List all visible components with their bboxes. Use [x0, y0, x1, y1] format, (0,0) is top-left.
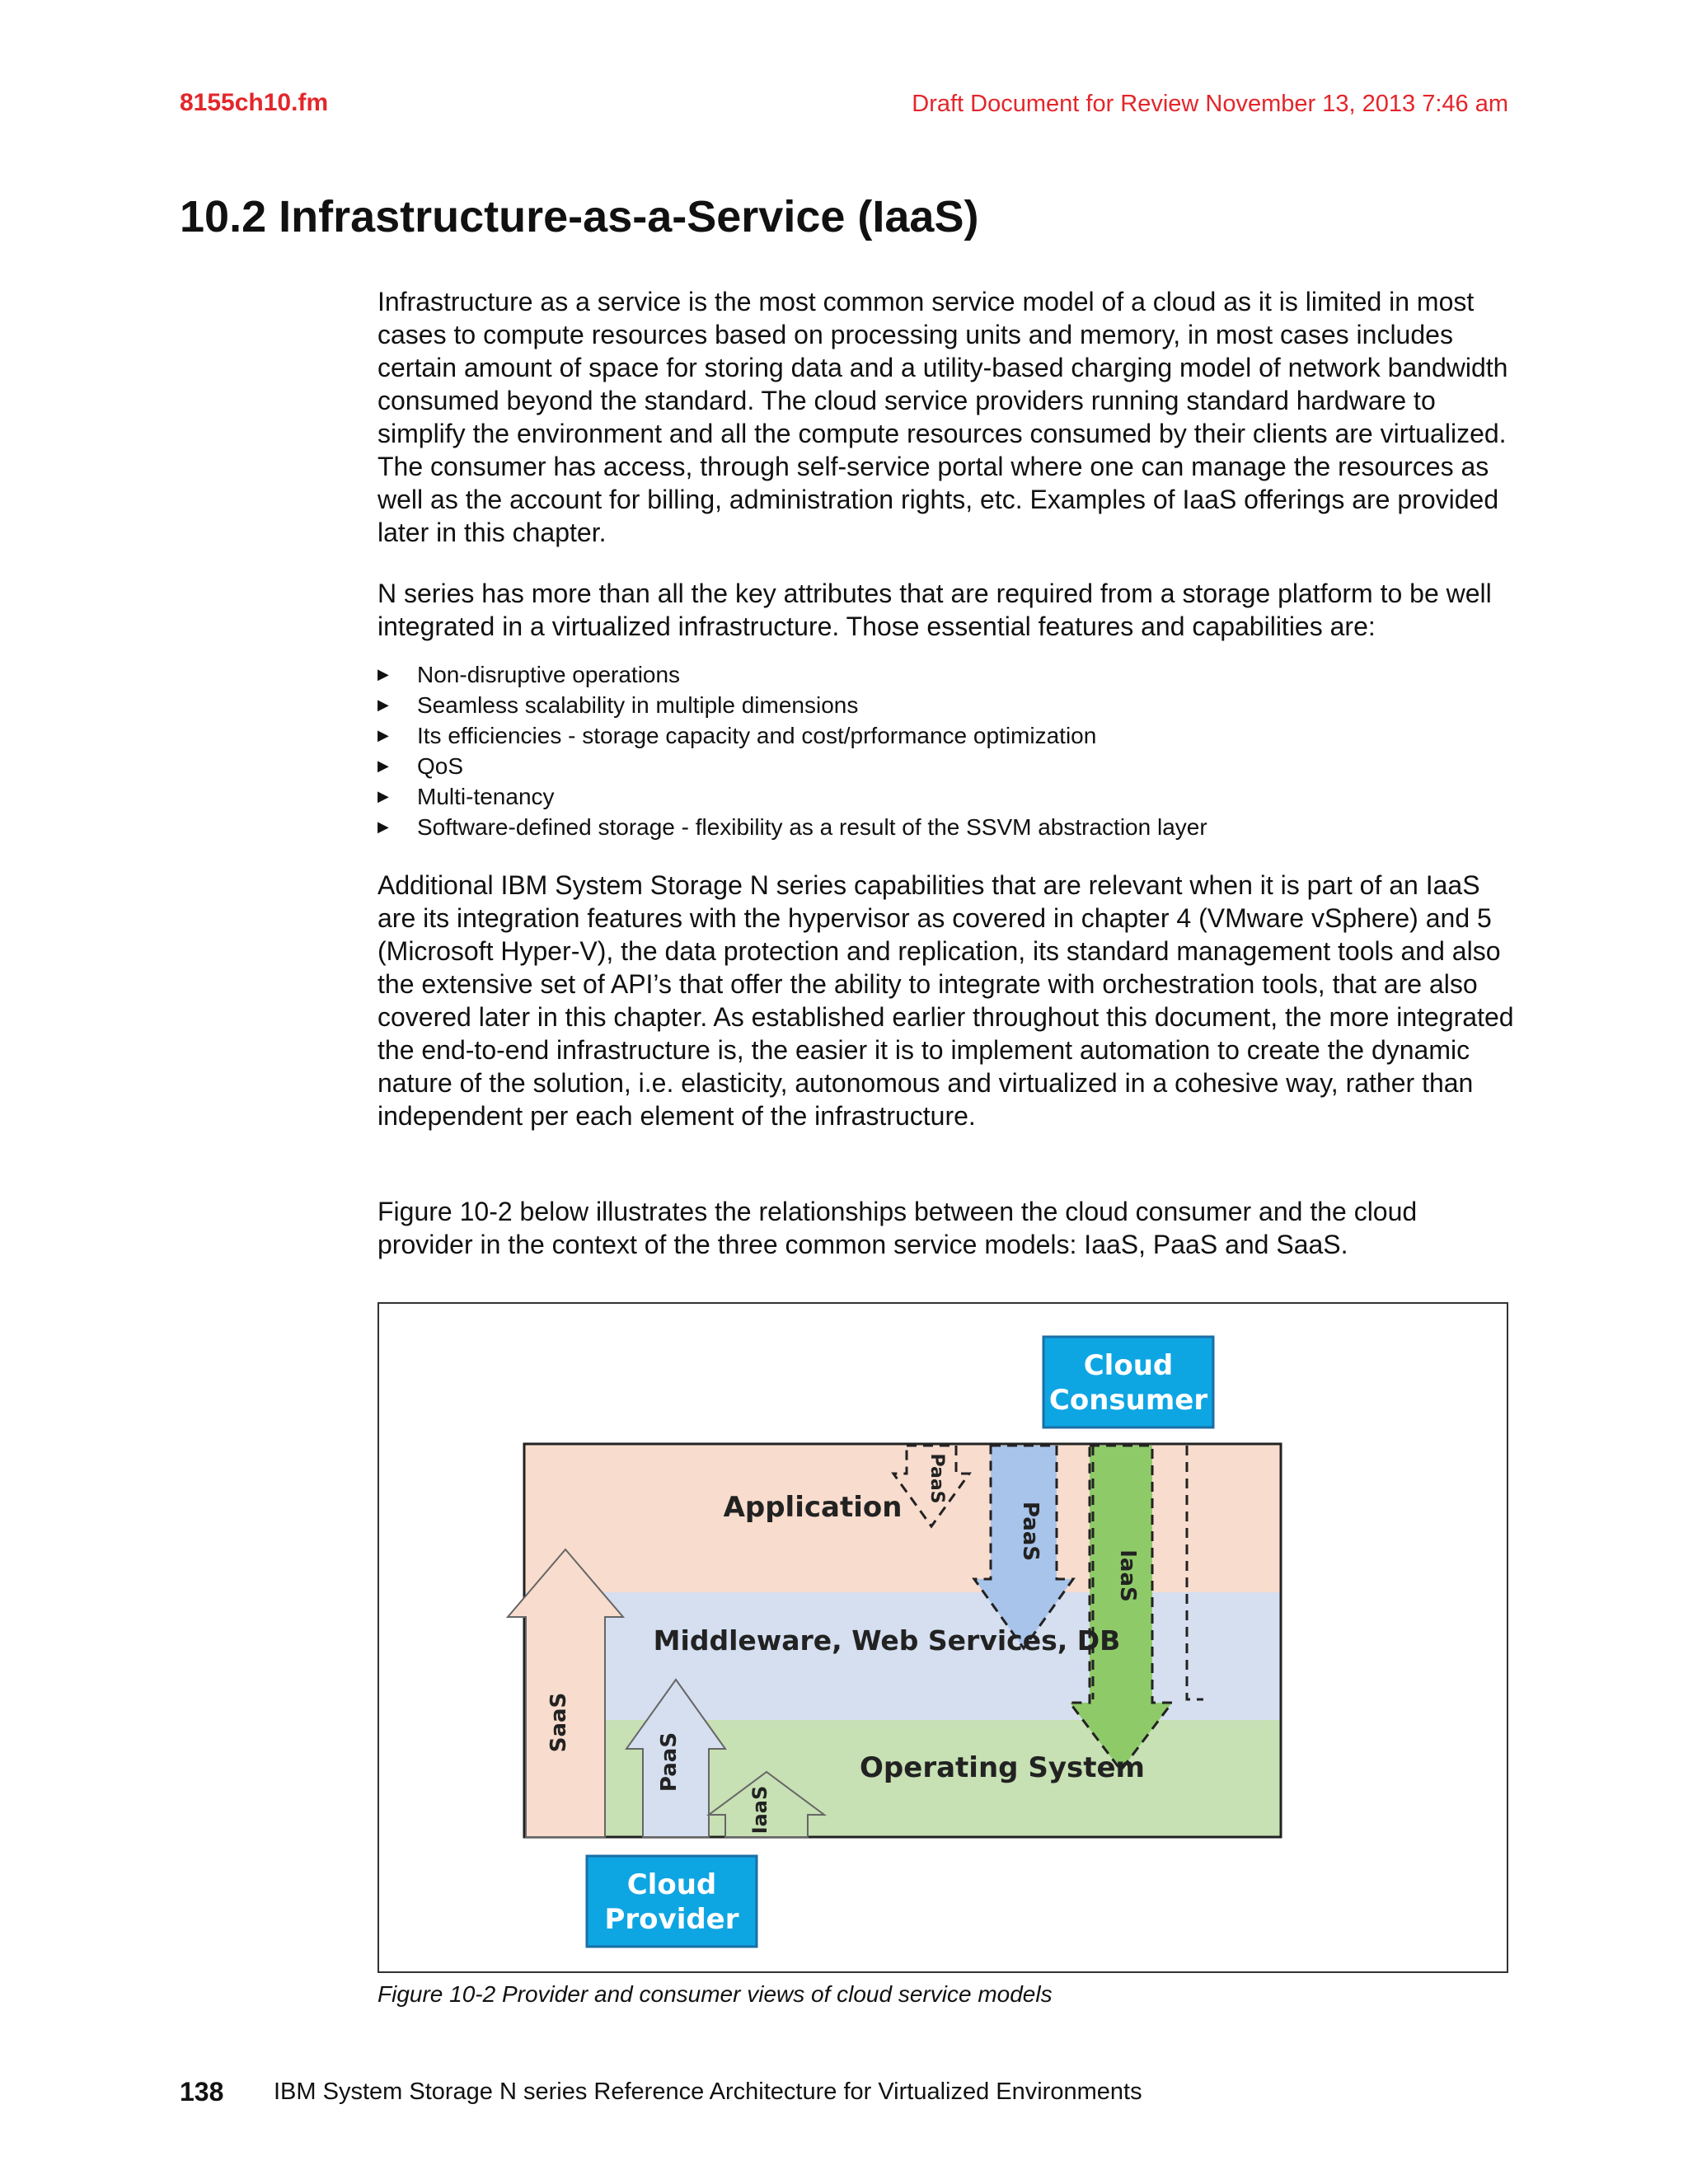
paragraph-additional-capabilities: Additional IBM System Storage N series capabilities that are relevant when it is part of an IaaS are its integration features with the hypervisor as covered in chapter 4 (VMware vSphere) and 5 (Microsoft Hyper-V), the data protection and replication, its standard management tools and also the extensive set of API’s that offer the ability to integrate with orchestration tools, that are also covered later in this chapter. As established earlier throughout this document, the more integrated the end-to-end infrastructure is, the easier it is to implement automation to create the dynamic nature of the solution, i.e. elasticity, autonomous and virtualized in a cohesive way, rather than independent per each element of the infrastructure. — [377, 870, 1514, 1131]
cloud-consumer-line2: Consumer — [1048, 1384, 1208, 1417]
paragraph-figure-intro: Figure 10-2 below illustrates the relationships between the cloud consumer and the cloud provider in the context of the three common service models: IaaS, PaaS and SaaS. — [377, 1197, 1418, 1259]
label-provider-saas: SaaS — [546, 1692, 571, 1753]
bullet-triangle-icon: ▶ — [377, 788, 389, 804]
list-item: ▶ Non-disruptive operations — [377, 659, 1531, 690]
list-item: ▶ Seamless scalability in multiple dimensions — [377, 690, 1531, 720]
cloud-provider-line2: Provider — [604, 1903, 739, 1936]
paragraph-n-series-attributes: N series has more than all the key attributes that are required from a storage platform to be well integrated in a virtualized infrastructure. Those essential features and capabilities are: — [377, 579, 1492, 641]
label-application: Application — [723, 1491, 903, 1524]
bullet-triangle-icon: ▶ — [377, 696, 389, 713]
label-consumer-paas: PaaS — [1018, 1501, 1043, 1562]
list-item: ▶ Multi-tenancy — [377, 781, 1531, 812]
label-middleware: Middleware, Web Services, DB — [653, 1624, 1121, 1657]
figure-frame — [377, 1302, 1508, 1973]
book-title: IBM System Storage N series Reference Architecture for Virtualized Environments — [274, 2079, 1142, 2105]
list-item: ▶ Software-defined storage - flexibility as a result of the SSVM abstraction layer — [377, 812, 1531, 842]
label-consumer-iaas: IaaS — [1115, 1549, 1140, 1602]
label-provider-iaas: IaaS — [748, 1785, 771, 1835]
service-models-diagram — [379, 1304, 1507, 1971]
bullet-triangle-icon: ▶ — [377, 818, 389, 835]
list-item: ▶ QoS — [377, 751, 1531, 781]
page-number: 138 — [180, 2077, 224, 2107]
bullet-triangle-icon: ▶ — [377, 727, 389, 743]
label-operating-system: Operating System — [860, 1751, 1145, 1784]
cloud-provider-line1: Cloud — [626, 1868, 717, 1901]
label-consumer-saas: PaaS — [926, 1453, 947, 1504]
bullet-triangle-icon: ▶ — [377, 757, 389, 774]
layer-application — [524, 1444, 1281, 1592]
header-file-name: 8155ch10.fm — [180, 89, 329, 116]
feature-list — [377, 659, 1531, 842]
bullet-triangle-icon: ▶ — [377, 666, 389, 682]
paragraph-iaas-definition: Infrastructure as a service is the most common service model of a cloud as it is limited in most cases to compute resources based on processing units and memory, in most cases includes certain amount of space for storing data and a utility-based charging model of network bandwidth consumed beyond the standard. The cloud service providers running standard hardware to simplify the environment and all the compute resources consumed by their clients are virtualized. The consumer has access, through self-service portal where one can manage the resources as well as the account for billing, administration rights, etc. Examples of IaaS offerings are provided later in this chapter. — [377, 287, 1508, 547]
figure-caption: Figure 10-2 Provider and consumer views of cloud service models — [377, 1981, 1053, 2007]
section-title: 10.2 Infrastructure-as-a-Service (IaaS) — [180, 192, 979, 241]
label-provider-paas: PaaS — [657, 1732, 682, 1793]
header-draft-note: Draft Document for Review November 13, 2013 7:46 am — [912, 91, 1508, 117]
list-item: ▶ Its efficiencies - storage capacity and cost/prformance optimization — [377, 720, 1531, 751]
cloud-consumer-line1: Cloud — [1083, 1349, 1174, 1382]
